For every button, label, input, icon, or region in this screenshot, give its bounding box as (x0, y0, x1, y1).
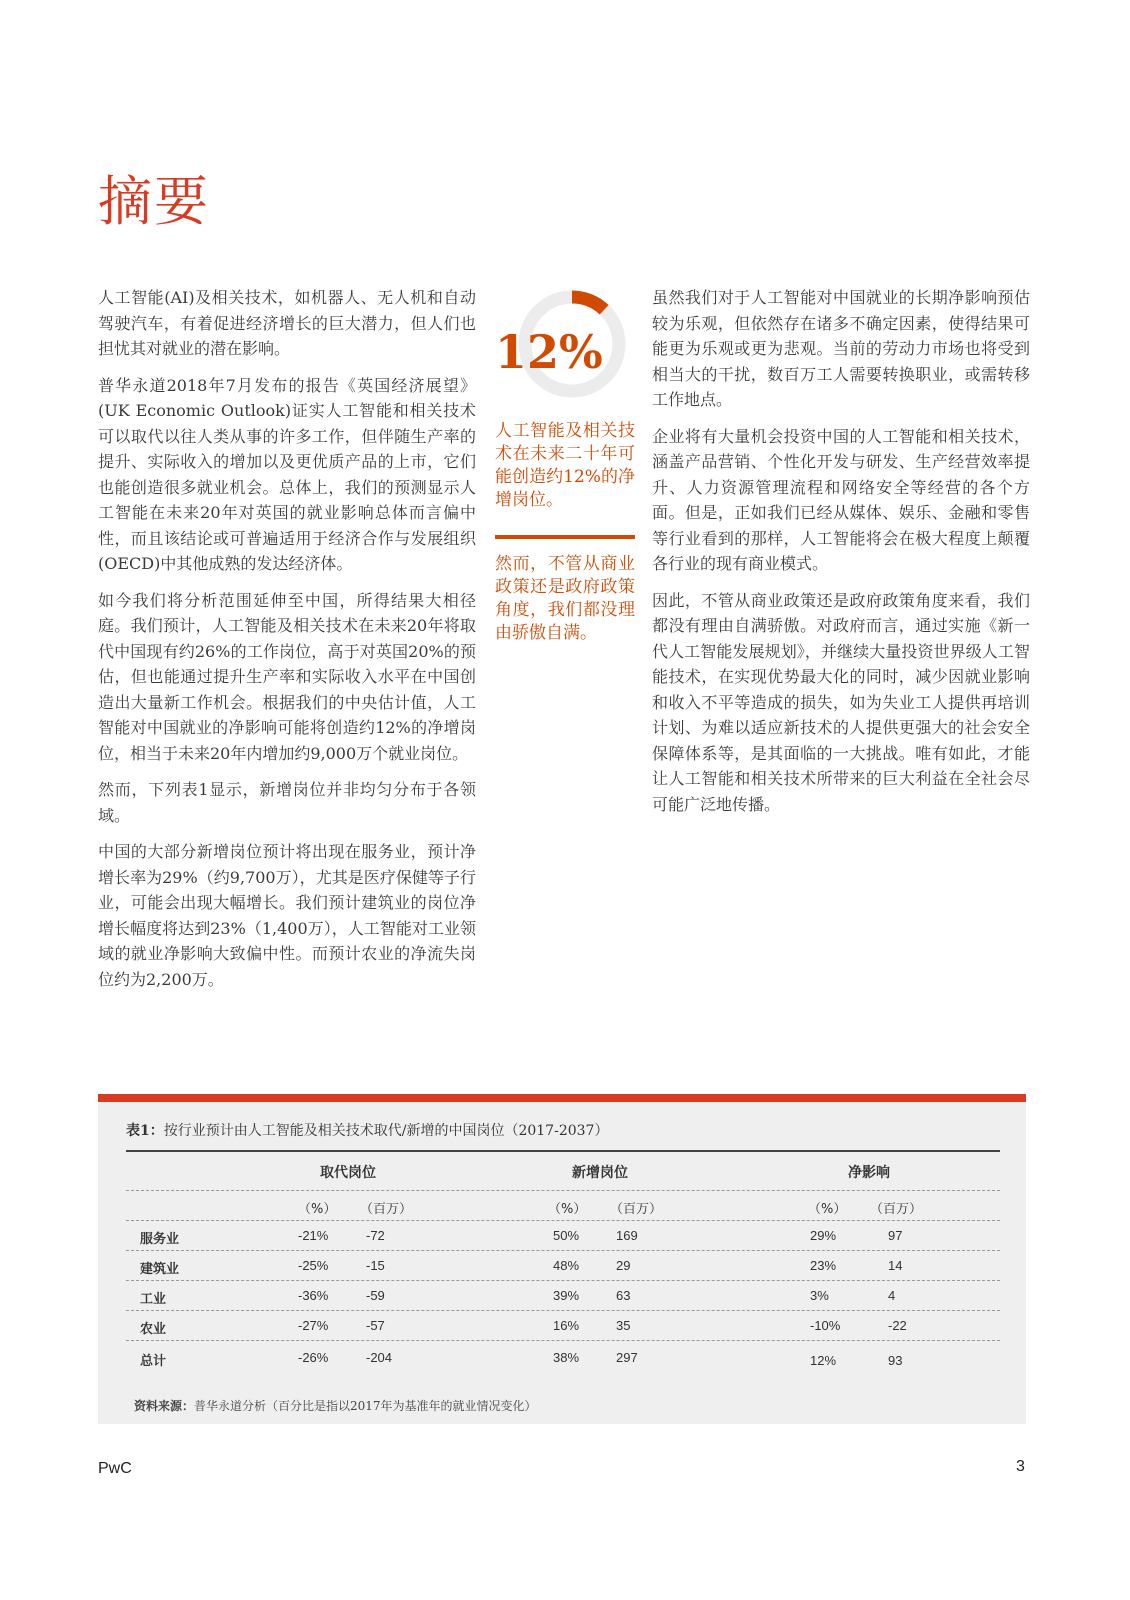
row-divider (126, 1340, 1000, 1341)
row-label: 总计 (140, 1354, 167, 1369)
donut-arc (572, 297, 604, 310)
table-source (134, 1397, 537, 1414)
table-cell: 93 (888, 1353, 903, 1368)
table-cell: -26% (298, 1350, 329, 1365)
page-title: 摘要 (98, 170, 210, 233)
page-number: 3 (1016, 1458, 1025, 1475)
table-cell: -27% (298, 1318, 329, 1333)
row-label: 农业 (140, 1322, 167, 1337)
row-label: 服务业 (140, 1232, 180, 1247)
table-cell: 16% (553, 1318, 580, 1333)
callout-text-2: 然而，不管从商业政策还是政府政策角度，我们都没理由骄傲自满。 (495, 554, 635, 643)
table-cell: -21% (298, 1228, 329, 1243)
table-cell: 169 (616, 1228, 638, 1243)
table-cell: 35 (616, 1318, 631, 1333)
table-cell: -10% (810, 1318, 841, 1333)
table-cell: 38% (553, 1350, 580, 1365)
unit-header: （百万） (610, 1202, 663, 1217)
table-cell: 12% (810, 1353, 837, 1368)
table-cell: 29% (810, 1228, 837, 1243)
callout-divider (495, 535, 635, 539)
table-cell: 50% (553, 1228, 580, 1243)
table-cell: -57 (366, 1318, 385, 1333)
paragraph: 普华永道2018年7月发布的报告《英国经济展望》(UK Economic Outlook)证实人工智能和相关技术可以取代以往人类从事的许多工作，但伴随生产率的提升、实际收入的增加以及更优质产品的上市，它们也能创造很多就业机会。总体上，我们的预测显示人工智能在未来20年对英国的就业影响总体而言偏中性，而且该结论或可普遍适用于经济合作与发展组织(OECD)中其他成熟的发达经济体。 (98, 375, 476, 573)
table-cell: 14 (888, 1258, 903, 1273)
source-text: 普华永道分析（百分比是指以2017年为基准年的就业情况变化） (194, 1399, 537, 1413)
table-top-rule (126, 1150, 1000, 1152)
source-label: 资料来源： (134, 1399, 195, 1413)
right-column (652, 285, 1030, 828)
table-cell: 39% (553, 1288, 580, 1303)
paragraph: 因此，不管从商业政策还是政府政策角度来看，我们都没有理由自满骄傲。对政府而言，通过实施《新一代人工智能发展规划》，并继续大量投资世界级人工智能技术，在实现优势最大化的同时，减少因就业影响和收入不平等造成的损失，如为失业工人提供再培训计划、为难以适应新技术的人提供更强大的社会安全保障体系等，是其面临的一大挑战。唯有如此，才能让人工智能和相关技术所带来的巨大利益在全社会尽可能广泛地传播。 (652, 590, 1030, 814)
table-cell: 297 (616, 1350, 638, 1365)
unit-header: （百万） (870, 1202, 923, 1217)
paragraph: 中国的大部分新增岗位预计将出现在服务业，预计净增长率为29%（约9,700万），尤其是医疗保健等子行业，可能会出现大幅增长。我们预计建筑业的岗位净增长幅度将达到23%（1,400万），人工智能对工业领域的就业净影响大致偏中性。而预计农业的净流失岗位约为2,200万。 (98, 842, 476, 989)
table-cell: -22 (888, 1318, 907, 1333)
big-stat: 12% (495, 325, 603, 379)
table-cell: -72 (366, 1228, 385, 1243)
table-cell: 29 (616, 1258, 631, 1273)
paragraph: 人工智能(AI)及相关技术，如机器人、无人机和自动驾驶汽车，有着促进经济增长的巨大潜力，但人们也担忧其对就业的潜在影响。 (98, 288, 476, 358)
callout-text-1: 人工智能及相关技术在未来二十年可能创造约12%的净增岗位。 (495, 421, 635, 510)
left-column (98, 285, 476, 1003)
table-caption-label: 表1： (126, 1123, 164, 1139)
table-panel (98, 1094, 1026, 1424)
table-cell: 3% (810, 1288, 829, 1303)
unit-header: （百万） (360, 1202, 413, 1217)
paragraph: 如今我们将分析范围延伸至中国，所得结果大相径庭。我们预计，人工智能及相关技术在未来20年将取代中国现有约26%的工作岗位，高于对英国20%的预估，但也能通过提升生产率和实际收入水平在中国创造出大量新工作机会。根据我们的中央估计值，人工智能对中国就业的净影响可能将创造约12%的净增岗位，相当于未来20年内增加约9,000万个就业岗位。 (98, 590, 476, 763)
table-cell: -15 (366, 1258, 385, 1273)
paragraph: 然而，下列表1显示，新增岗位并非均匀分布于各领域。 (98, 780, 476, 825)
unit-header: （%） (298, 1202, 337, 1217)
table-cell: 4 (888, 1288, 896, 1303)
table-cell: 48% (553, 1258, 580, 1273)
table-cell: -204 (366, 1350, 393, 1365)
group-header-replaced: 取代岗位 (320, 1165, 376, 1181)
table-caption-text: 按行业预计由人工智能及相关技术取代/新增的中国岗位（2017-2037） (163, 1123, 609, 1139)
row-label: 工业 (140, 1292, 167, 1307)
paragraph: 企业将有大量机会投资中国的人工智能和相关技术，涵盖产品营销、个性化开发与研发、生产经营效率提升、人力资源管理流程和网络安全等经营的各个方面。但是，正如我们已经从媒体、娱乐、金融和零售等行业看到的那样，人工智能将会在极大程度上颠覆各行业的现有商业模式。 (652, 426, 1030, 573)
row-divider (126, 1310, 1000, 1311)
group-header-new: 新增岗位 (572, 1165, 628, 1181)
row-label: 建筑业 (140, 1262, 180, 1277)
table-cell: -59 (366, 1288, 385, 1303)
row-divider (126, 1190, 1000, 1191)
table-cell: 97 (888, 1228, 903, 1243)
footer-brand: PwC (98, 1460, 132, 1477)
unit-header: （%） (548, 1202, 587, 1217)
unit-header: （%） (808, 1202, 847, 1217)
table-caption (126, 1120, 608, 1140)
table-accent-bar (98, 1094, 1026, 1102)
row-divider (126, 1220, 1000, 1221)
table-cell: -36% (298, 1288, 329, 1303)
group-header-net: 净影响 (848, 1165, 890, 1181)
table-cell: 23% (810, 1258, 837, 1273)
paragraph: 虽然我们对于人工智能对中国就业的长期净影响预估较为乐观，但依然存在诸多不确定因素，使得结果可能更为乐观或更为悲观。当前的劳动力市场也将受到相当大的干扰，数百万工人需要转换职业，或需转移工作地点。 (652, 288, 1030, 409)
row-divider (126, 1250, 1000, 1251)
table-cell: 63 (616, 1288, 631, 1303)
table-cell: -25% (298, 1258, 329, 1273)
row-divider (126, 1280, 1000, 1281)
